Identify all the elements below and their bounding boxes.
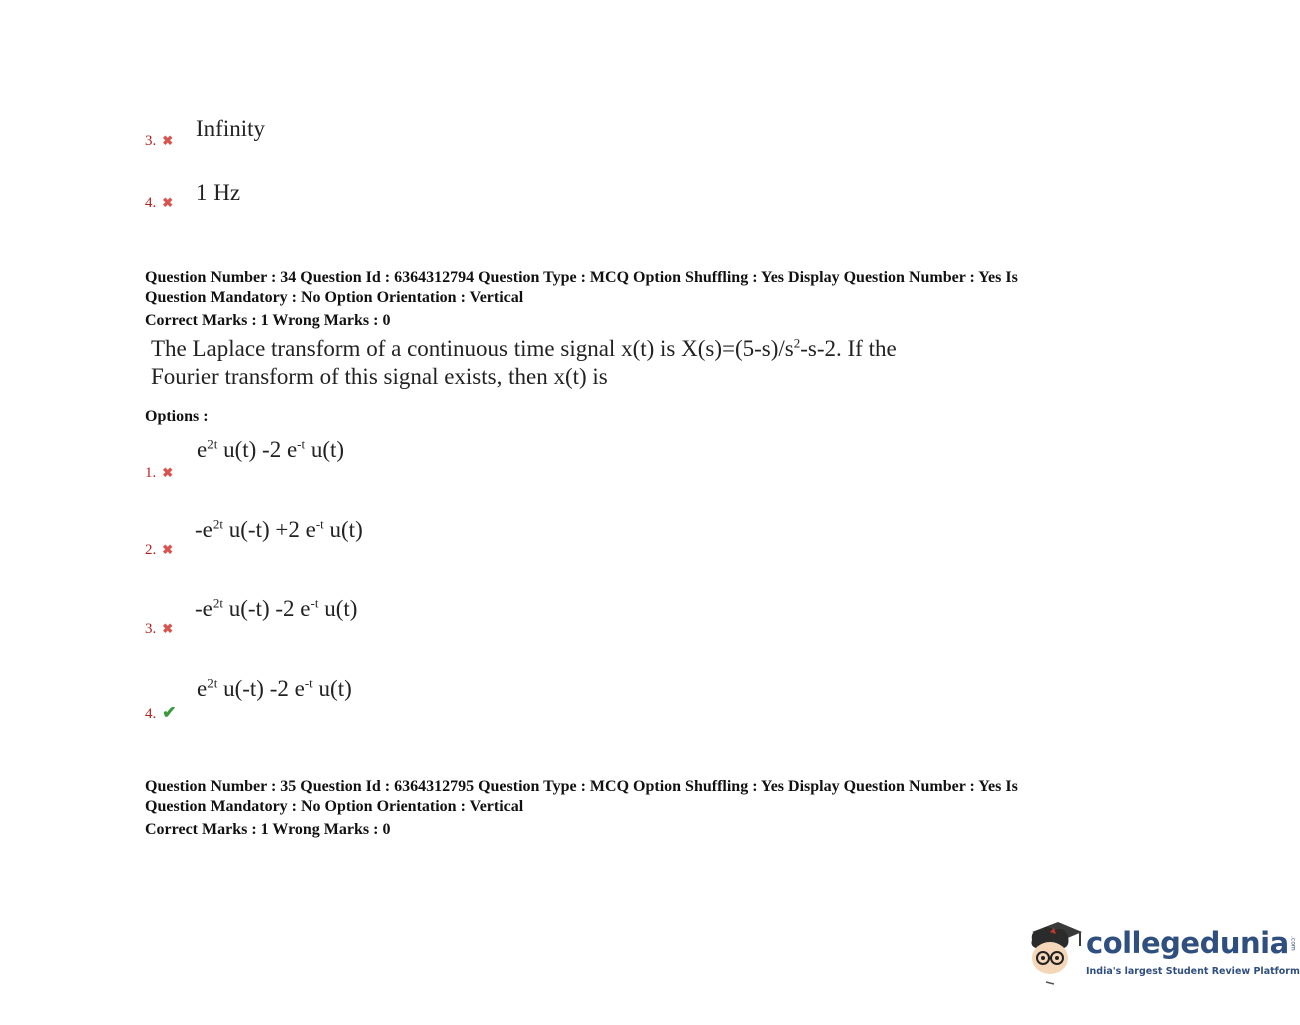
option-number: 2. ✖ [145, 542, 174, 558]
meta-line: Question Number : 35 Question Id : 6364312795 Question Type : MCQ Option Shuffling : Yes Display Question Number : Yes Is [145, 778, 1018, 795]
question-line: The Laplace transform of a continuous time signal x(t) is $X(s)=(5-s)/s^2-s-2$. If the [151, 335, 897, 361]
option-text: 1 Hz [196, 180, 241, 205]
collegedunia-logo [1024, 918, 1300, 988]
option-number: 3. ✖ [145, 621, 174, 637]
check-icon: ✔ [162, 703, 177, 722]
option-text: $-e^{2t}$ u(-t) +2 $e^{-t}$ u(t) [195, 516, 363, 542]
question-meta [145, 268, 1018, 331]
option-text: $-e^{2t}$ u(-t) -2 $e^{-t}$ u(t) [195, 595, 358, 621]
option-number: 4. ✖ [145, 195, 174, 211]
brand-name: collegedunia [1086, 926, 1289, 960]
meta-line: Question Number : 34 Question Id : 6364312794 Question Type : MCQ Option Shuffling : Yes Display Question Number : Yes Is [145, 269, 1018, 286]
meta-line: Question Mandatory : No Option Orientation : Vertical [145, 797, 524, 815]
question-line: Fourier transform of this signal exists, then x(t) is [151, 364, 608, 389]
cross-icon: ✖ [162, 133, 174, 148]
option-text: $e^{2t}$ u(-t) -2 $e^{-t}$ u(t) [197, 675, 352, 701]
options-label: Options : [145, 408, 209, 425]
cross-icon: ✖ [162, 195, 174, 210]
question-text [151, 335, 971, 391]
option-text: Infinity [196, 116, 265, 141]
marks-line: Correct Marks : 1 Wrong Marks : 0 [145, 312, 391, 329]
option-text: $e^{2t}$ u(t) -2 $e^{-t}$ u(t) [197, 436, 345, 462]
cross-icon: ✖ [162, 621, 174, 636]
question-meta [145, 777, 1018, 840]
marks-line: Correct Marks : 1 Wrong Marks : 0 [145, 821, 391, 838]
brand-tagline: India's largest Student Review Platform [1086, 966, 1300, 977]
option-number: 4. ✔ [145, 703, 177, 722]
cross-icon: ✖ [162, 542, 174, 557]
option-number: 1. ✖ [145, 465, 174, 481]
option-number: 3. ✖ [145, 133, 174, 149]
mascot-graduate-icon [1024, 918, 1086, 988]
brand-suffix: .com [1289, 935, 1297, 951]
cross-icon: ✖ [162, 465, 174, 480]
meta-line: Question Mandatory : No Option Orientation : Vertical [145, 288, 524, 306]
